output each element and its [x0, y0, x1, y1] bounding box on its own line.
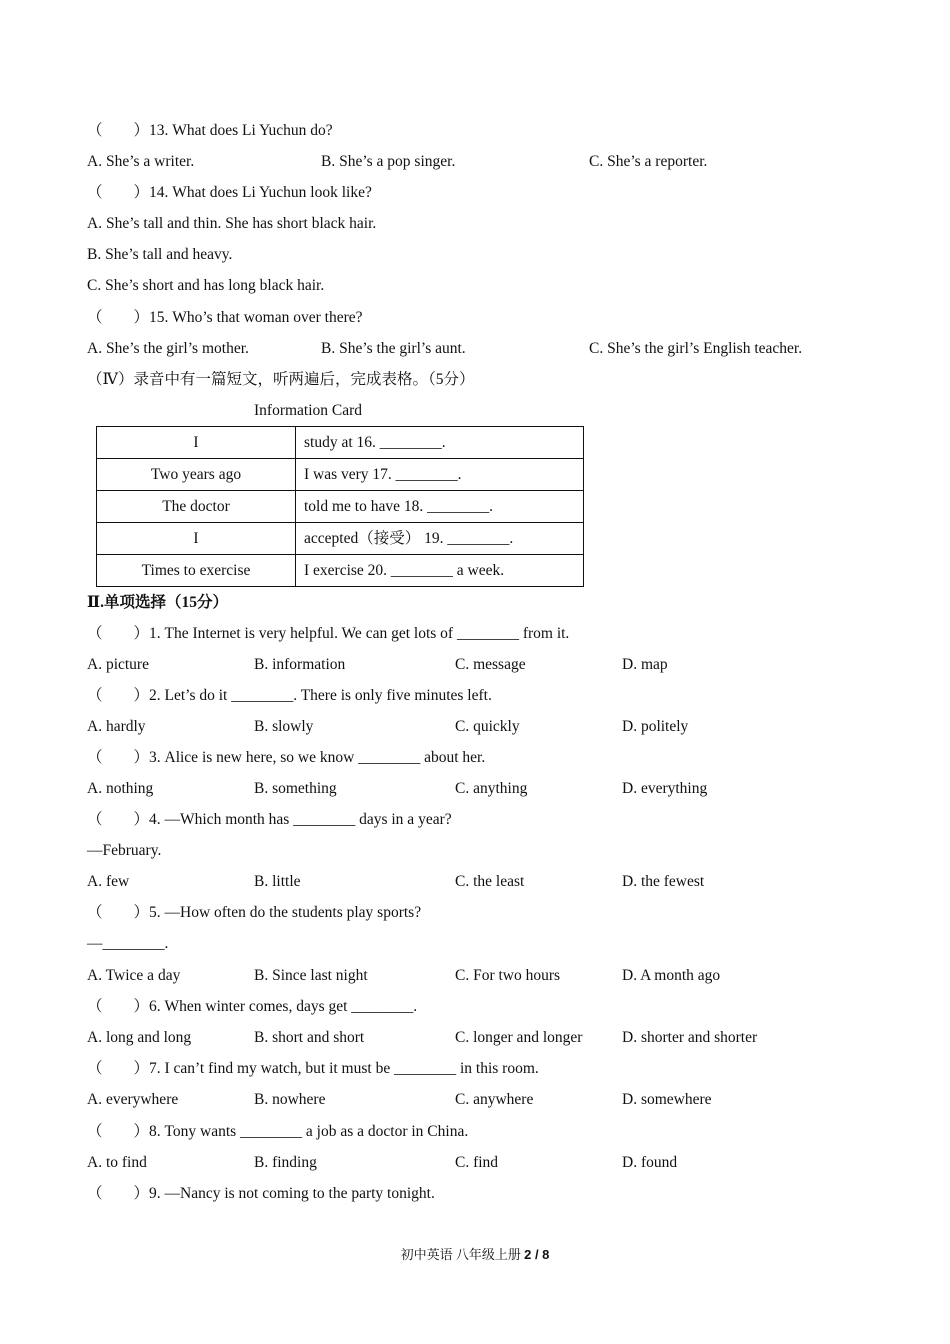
question-15-option-c: C. She’s the girl’s English teacher.	[589, 340, 803, 357]
mc-question-9-stem: （ ）9. —Nancy is not coming to the party tonight.	[87, 1185, 435, 1202]
information-card-title: Information Card	[254, 402, 363, 419]
mc-question-4-option-d: D. the fewest	[622, 873, 705, 890]
table-row	[97, 459, 584, 491]
table-row	[97, 491, 584, 523]
mc-question-7-option-d: D. somewhere	[622, 1091, 712, 1108]
mc-question-3-option-b: B. something	[254, 780, 337, 797]
table-cell-label: Two years ago	[97, 459, 296, 491]
mc-question-8-option-b: B. finding	[254, 1154, 317, 1171]
question-14-option-c: C. She’s short and has long black hair.	[87, 277, 325, 294]
information-card-table	[96, 426, 584, 587]
mc-question-3-stem: （ ）3. Alice is new here, so we know ________ about her.	[87, 749, 486, 766]
mc-question-1-option-a: A. picture	[87, 656, 149, 673]
mc-question-6-stem: （ ）6. When winter comes, days get ________.	[87, 998, 418, 1015]
question-13-stem: （ ）13. What does Li Yuchun do?	[87, 122, 333, 139]
mc-question-7-option-b: B. nowhere	[254, 1091, 326, 1108]
mc-question-5-stem: （ ）5. —How often do the students play sports?	[87, 904, 422, 921]
table-cell-label: The doctor	[97, 491, 296, 523]
question-15-stem: （ ）15. Who’s that woman over there?	[87, 309, 363, 326]
mc-question-3-option-a: A. nothing	[87, 780, 154, 797]
mc-question-8-stem: （ ）8. Tony wants ________ a job as a doctor in China.	[87, 1123, 469, 1140]
mc-question-8-option-a: A. to find	[87, 1154, 147, 1171]
table-cell-label: I	[97, 523, 296, 555]
footer-course-label: 初中英语 八年级上册	[400, 1247, 525, 1262]
question-15-option-b: B. She’s the girl’s aunt.	[321, 340, 466, 357]
table-cell-blank: accepted（接受） 19. ________.	[296, 523, 584, 555]
mc-question-7-stem: （ ）7. I can’t find my watch, but it must be ________ in this room.	[87, 1060, 539, 1077]
page-number: 2 / 8	[524, 1247, 550, 1262]
table-cell-blank: I exercise 20. ________ a week.	[296, 555, 584, 587]
page-footer	[0, 1246, 950, 1264]
mc-question-2-option-a: A. hardly	[87, 718, 146, 735]
mc-question-5-option-a: A. Twice a day	[87, 967, 181, 984]
table-cell-blank: told me to have 18. ________.	[296, 491, 584, 523]
mc-question-8-option-d: D. found	[622, 1154, 678, 1171]
mc-question-8-option-c: C. find	[455, 1154, 499, 1171]
mc-question-7-option-a: A. everywhere	[87, 1091, 179, 1108]
table-cell-blank: study at 16. ________.	[296, 427, 584, 459]
question-13-option-b: B. She’s a pop singer.	[321, 153, 456, 170]
table-cell-blank: I was very 17. ________.	[296, 459, 584, 491]
mc-question-5-dialogue: —________.	[87, 935, 169, 952]
table-row	[97, 523, 584, 555]
question-14-stem: （ ）14. What does Li Yuchun look like?	[87, 184, 372, 201]
question-13-option-c: C. She’s a reporter.	[589, 153, 708, 170]
mc-question-5-option-c: C. For two hours	[455, 967, 561, 984]
mc-question-6-option-a: A. long and long	[87, 1029, 192, 1046]
mc-question-6-option-d: D. shorter and shorter	[622, 1029, 758, 1046]
mc-question-4-stem: （ ）4. —Which month has ________ days in a year?	[87, 811, 452, 828]
mc-question-6-option-b: B. short and short	[254, 1029, 365, 1046]
mc-question-4-dialogue: —February.	[87, 842, 162, 859]
mc-question-7-option-c: C. anywhere	[455, 1091, 534, 1108]
mc-question-1-stem: （ ）1. The Internet is very helpful. We can get lots of ________ from it.	[87, 625, 570, 642]
table-row	[97, 555, 584, 587]
mc-question-1-option-b: B. information	[254, 656, 346, 673]
mc-question-3-option-d: D. everything	[622, 780, 708, 797]
mc-question-2-option-c: C. quickly	[455, 718, 520, 735]
mc-question-4-option-b: B. little	[254, 873, 301, 890]
question-14-option-b: B. She’s tall and heavy.	[87, 246, 233, 263]
question-13-option-a: A. She’s a writer.	[87, 153, 195, 170]
mc-question-2-stem: （ ）2. Let’s do it ________. There is only five minutes left.	[87, 687, 492, 704]
question-14-option-a: A. She’s tall and thin. She has short black hair.	[87, 215, 377, 232]
mc-question-3-option-c: C. anything	[455, 780, 528, 797]
table-cell-label: Times to exercise	[97, 555, 296, 587]
table-row	[97, 427, 584, 459]
mc-question-6-option-c: C. longer and longer	[455, 1029, 583, 1046]
mc-question-1-option-d: D. map	[622, 656, 668, 673]
mc-question-5-option-b: B. Since last night	[254, 967, 368, 984]
mc-question-5-option-d: D. A month ago	[622, 967, 721, 984]
mc-question-4-option-c: C. the least	[455, 873, 525, 890]
mc-question-1-option-c: C. message	[455, 656, 526, 673]
part-4-heading: （Ⅳ）录音中有一篇短文，听两遍后，完成表格。（5分）	[87, 371, 475, 388]
table-cell-label: I	[97, 427, 296, 459]
mc-question-2-option-d: D. politely	[622, 718, 689, 735]
mc-question-4-option-a: A. few	[87, 873, 130, 890]
question-15-option-a: A. She’s the girl’s mother.	[87, 340, 249, 357]
section-2-heading: Ⅱ.单项选择（15分）	[87, 594, 228, 611]
mc-question-2-option-b: B. slowly	[254, 718, 314, 735]
